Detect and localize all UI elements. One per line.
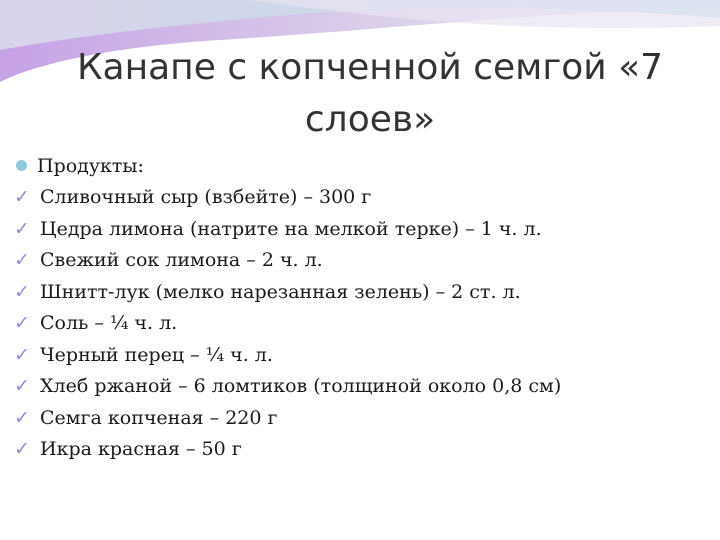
list-item: [14, 245, 704, 277]
list-item: [14, 308, 704, 340]
checkmark-icon: ✓: [14, 438, 30, 461]
list-item: [14, 339, 704, 371]
checkmark-icon: ✓: [14, 406, 30, 429]
list-item: [14, 402, 704, 434]
list-item: [14, 371, 704, 403]
list-item: [14, 182, 704, 214]
list-item-text: Свежий сок лимона – 2 ч. л.: [40, 249, 323, 272]
checkmark-icon: ✓: [14, 375, 30, 398]
checkmark-icon: ✓: [14, 280, 30, 303]
checkmark-icon: ✓: [14, 343, 30, 366]
list-item-text: Черный перец – ¼ ч. л.: [40, 343, 273, 366]
checkmark-icon: ✓: [14, 249, 30, 272]
list-item-text: Соль – ¼ ч. л.: [40, 312, 178, 335]
list-item: [14, 213, 704, 245]
heading-text: Продукты:: [37, 154, 144, 177]
list-item-text: Икра красная – 50 г: [40, 438, 242, 461]
list-item: [14, 434, 704, 466]
list-item-text: Цедра лимона (натрите на мелкой терке) – 1 ч. л.: [40, 217, 542, 240]
list-item: [14, 276, 704, 308]
ingredients-list: [14, 150, 704, 465]
ingredients-heading: [14, 150, 704, 182]
list-item-text: Хлеб ржаной – 6 ломтиков (толщиной около 0,8 см): [40, 375, 562, 398]
slide-title: Канапе с копченной семгой «7 слоев»: [76, 47, 664, 140]
list-item-text: Семга копченая – 220 г: [40, 406, 278, 429]
checkmark-icon: ✓: [14, 186, 30, 209]
checkmark-icon: ✓: [14, 217, 30, 240]
list-item-text: Сливочный сыр (взбейте) – 300 г: [40, 186, 372, 209]
bullet-dot-icon: [16, 160, 27, 171]
list-item-text: Шнитт-лук (мелко нарезанная зелень) – 2 ст. л.: [40, 280, 521, 303]
checkmark-icon: ✓: [14, 312, 30, 335]
